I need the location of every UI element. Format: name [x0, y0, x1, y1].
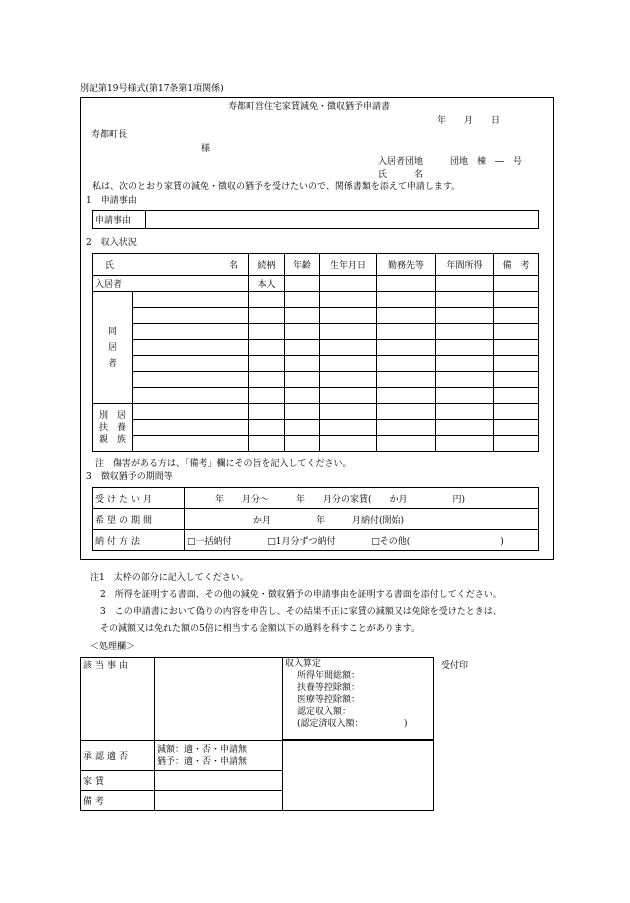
header-birth: 生年月日 [320, 254, 377, 276]
header-workplace: 勤務先等 [377, 254, 436, 276]
approval-options [155, 741, 283, 771]
payment-lump-sum-checkbox[interactable]: □一括納付 [187, 536, 232, 547]
approval-label: 承認適否 [81, 741, 155, 771]
processing-table [80, 657, 434, 811]
addressee-honorific: 様 [201, 144, 211, 154]
rent-label: 家賃 [81, 771, 155, 791]
deferral-option[interactable]: 猶予：適・否・申請無 [157, 756, 248, 767]
received-stamp-label: 受付印 [441, 661, 469, 671]
desired-value[interactable]: か月 年 月納付(開始) [185, 509, 539, 530]
resident-name[interactable]: 氏 名 [378, 170, 424, 180]
reason-label: 申請事由 [93, 211, 146, 229]
cohabitant-label: 同 居 者 [93, 292, 133, 404]
note-1: 注1 太枠の部分に記入してください。 [90, 573, 249, 583]
addressee: 寿都町長 [91, 130, 128, 140]
cohabitant-table [92, 291, 539, 452]
separate-relatives-label: 別 居 扶 養 親 族 [93, 404, 133, 452]
header-remarks: 備 考 [494, 254, 539, 276]
processing-heading: ＜処理欄＞ [90, 642, 136, 652]
date-line[interactable]: 年 月 日 [437, 116, 501, 126]
period-table [92, 487, 539, 551]
reason-table [92, 210, 539, 229]
section-1-heading: 1 申請事由 [86, 196, 137, 206]
note-2: 2 所得を証明する書面、その他の減免・徴収猶予の申請事由を証明する書面を添付してください。 [100, 590, 502, 600]
payment-label: 納付方法 [93, 530, 185, 551]
payment-other-checkbox[interactable]: □その他( ) [371, 536, 504, 547]
resident-address[interactable]: 入居者団地 団地 棟 ― 号 [378, 157, 523, 167]
note-3: 3 この申請書において偽りの内容を申告し、その結果不正に家賃の減額又は免除を受けたときは、 [100, 607, 502, 617]
header-relation: 続柄 [249, 254, 285, 276]
income-calc-cell: 収入算定 所得年間総額： 扶養等控除額： 医療等控除額： 認定収入額： (認定済収入額： ) [283, 658, 434, 740]
disability-note: 注 傷害がある方は、「備考」欄にその旨を記入してください。 [95, 459, 352, 469]
processing-reason-label: 該当事由 [81, 658, 155, 741]
header-income: 年間所得 [436, 254, 494, 276]
form-number: 別記第19号様式(第17条第1項関係) [80, 84, 224, 94]
header-name: 氏 名 [93, 254, 249, 276]
period-label: 受けたい月 [93, 488, 185, 509]
remarks-label: 備考 [81, 791, 155, 811]
payment-options [185, 530, 539, 551]
desired-label: 希望の期間 [93, 509, 185, 530]
note-3-cont: その減額又は免れた額の5倍に相当する金額以下の過料を科すことがあります。 [100, 624, 421, 634]
income-table [92, 253, 539, 292]
resident-row-label: 入居者 [93, 276, 249, 292]
form-title: 寿都町営住宅家賃減免・徴収猶予申請書 [228, 102, 391, 112]
section-3-heading: 3 徴収猶予の期間等 [86, 472, 173, 482]
intro-text: 私は、次のとおり家賃の減免・徴収の猶予を受けたいので、関係書類を添えて申請します。 [92, 182, 461, 192]
section-2-heading: 2 収入状況 [86, 238, 137, 248]
period-value[interactable]: 年 月分〜 年 月分の家賃( か月 円) [185, 488, 539, 509]
payment-monthly-checkbox[interactable]: □1月分ずつ納付 [267, 536, 336, 547]
reason-input[interactable] [146, 211, 539, 229]
self-label: 本人 [249, 276, 285, 292]
header-age: 年齢 [285, 254, 320, 276]
reduction-option[interactable]: 減額：適・否・申請無 [157, 744, 248, 755]
